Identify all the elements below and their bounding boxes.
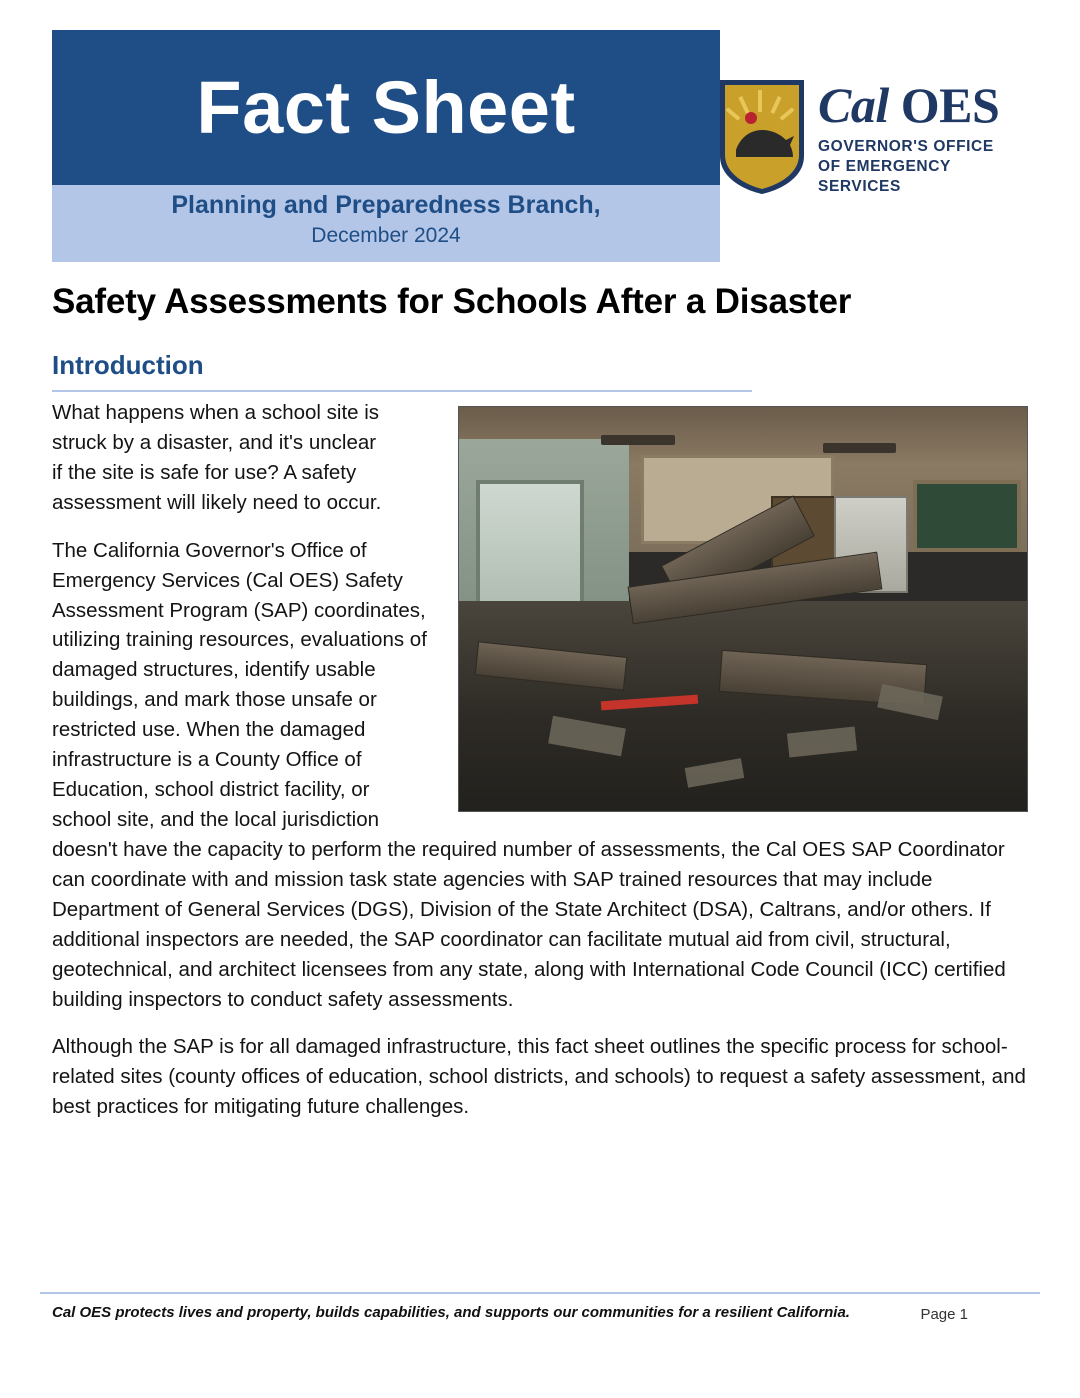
branch-banner (52, 185, 720, 262)
page-title: Safety Assessments for Schools After a Disaster (52, 282, 852, 321)
logo-wordmark (818, 77, 1028, 197)
bear-shield-icon (718, 78, 806, 196)
footer-tagline: Cal OES protects lives and property, builds capabilities, and supports our communities for a resilient California. (52, 1304, 850, 1321)
fact-sheet-title: Fact Sheet (196, 65, 576, 149)
section-heading-introduction: Introduction (52, 350, 204, 380)
footer-divider (40, 1292, 1040, 1294)
logo-brand-cal: Cal (818, 77, 889, 133)
intro-paragraph-1: What happens when a school site is struck by a disaster, and it's unclear if the site is safe for use? A safety assessment will likely need to occur. (52, 401, 382, 514)
document-body (52, 398, 1028, 1140)
title-block (52, 30, 720, 262)
intro-paragraph-3: Although the SAP is for all damaged infrastructure, this fact sheet outlines the specific process for school-related sites (county offices of education, school districts, and schools) to request a safety assessment, and best practices for mitigating future challenges. (52, 1035, 1026, 1119)
document-header (52, 30, 1028, 262)
publication-date: December 2024 (311, 223, 461, 247)
footer-page-number: Page 1 (920, 1306, 968, 1323)
logo-subtitle-1: GOVERNOR'S OFFICE (818, 138, 994, 155)
logo-brand-oes: OES (900, 77, 1000, 133)
branch-name: Planning and Preparedness Branch, (171, 191, 601, 219)
logo-subtitle-2: OF EMERGENCY SERVICES (818, 158, 951, 196)
fact-sheet-banner (52, 30, 720, 185)
logo-brand (818, 77, 1028, 133)
cal-oes-logo (718, 78, 1028, 203)
intro-paragraph-2: The California Governor's Office of Emergency Services (Cal OES) Safety Assessment Program (SAP) coordinates, utilizing training resources, evaluations of damaged structures, identify usable buildings, and mark those unsafe or restricted use. When the damaged infrastructure is a County Office of Education, school district facility, or school site, and the local jurisdiction doesn't have the capacity to perform the required number of assessments, the Cal OES SAP Coordinator can coordinate with and mission task state agencies with SAP trained resources that may include Department of General Services (DGS), Division of the State Architect (DSA), Caltrans, and/or others. If additional inspectors are needed, the SAP coordinator can facilitate mutual aid from civil, structural, geotechnical, and architect licensees from any state, along with International Code Council (ICC) certified building inspectors to conduct safety assessments. (52, 538, 1006, 1011)
flood-damaged-classroom-photo (458, 406, 1028, 812)
section-divider (52, 390, 752, 392)
